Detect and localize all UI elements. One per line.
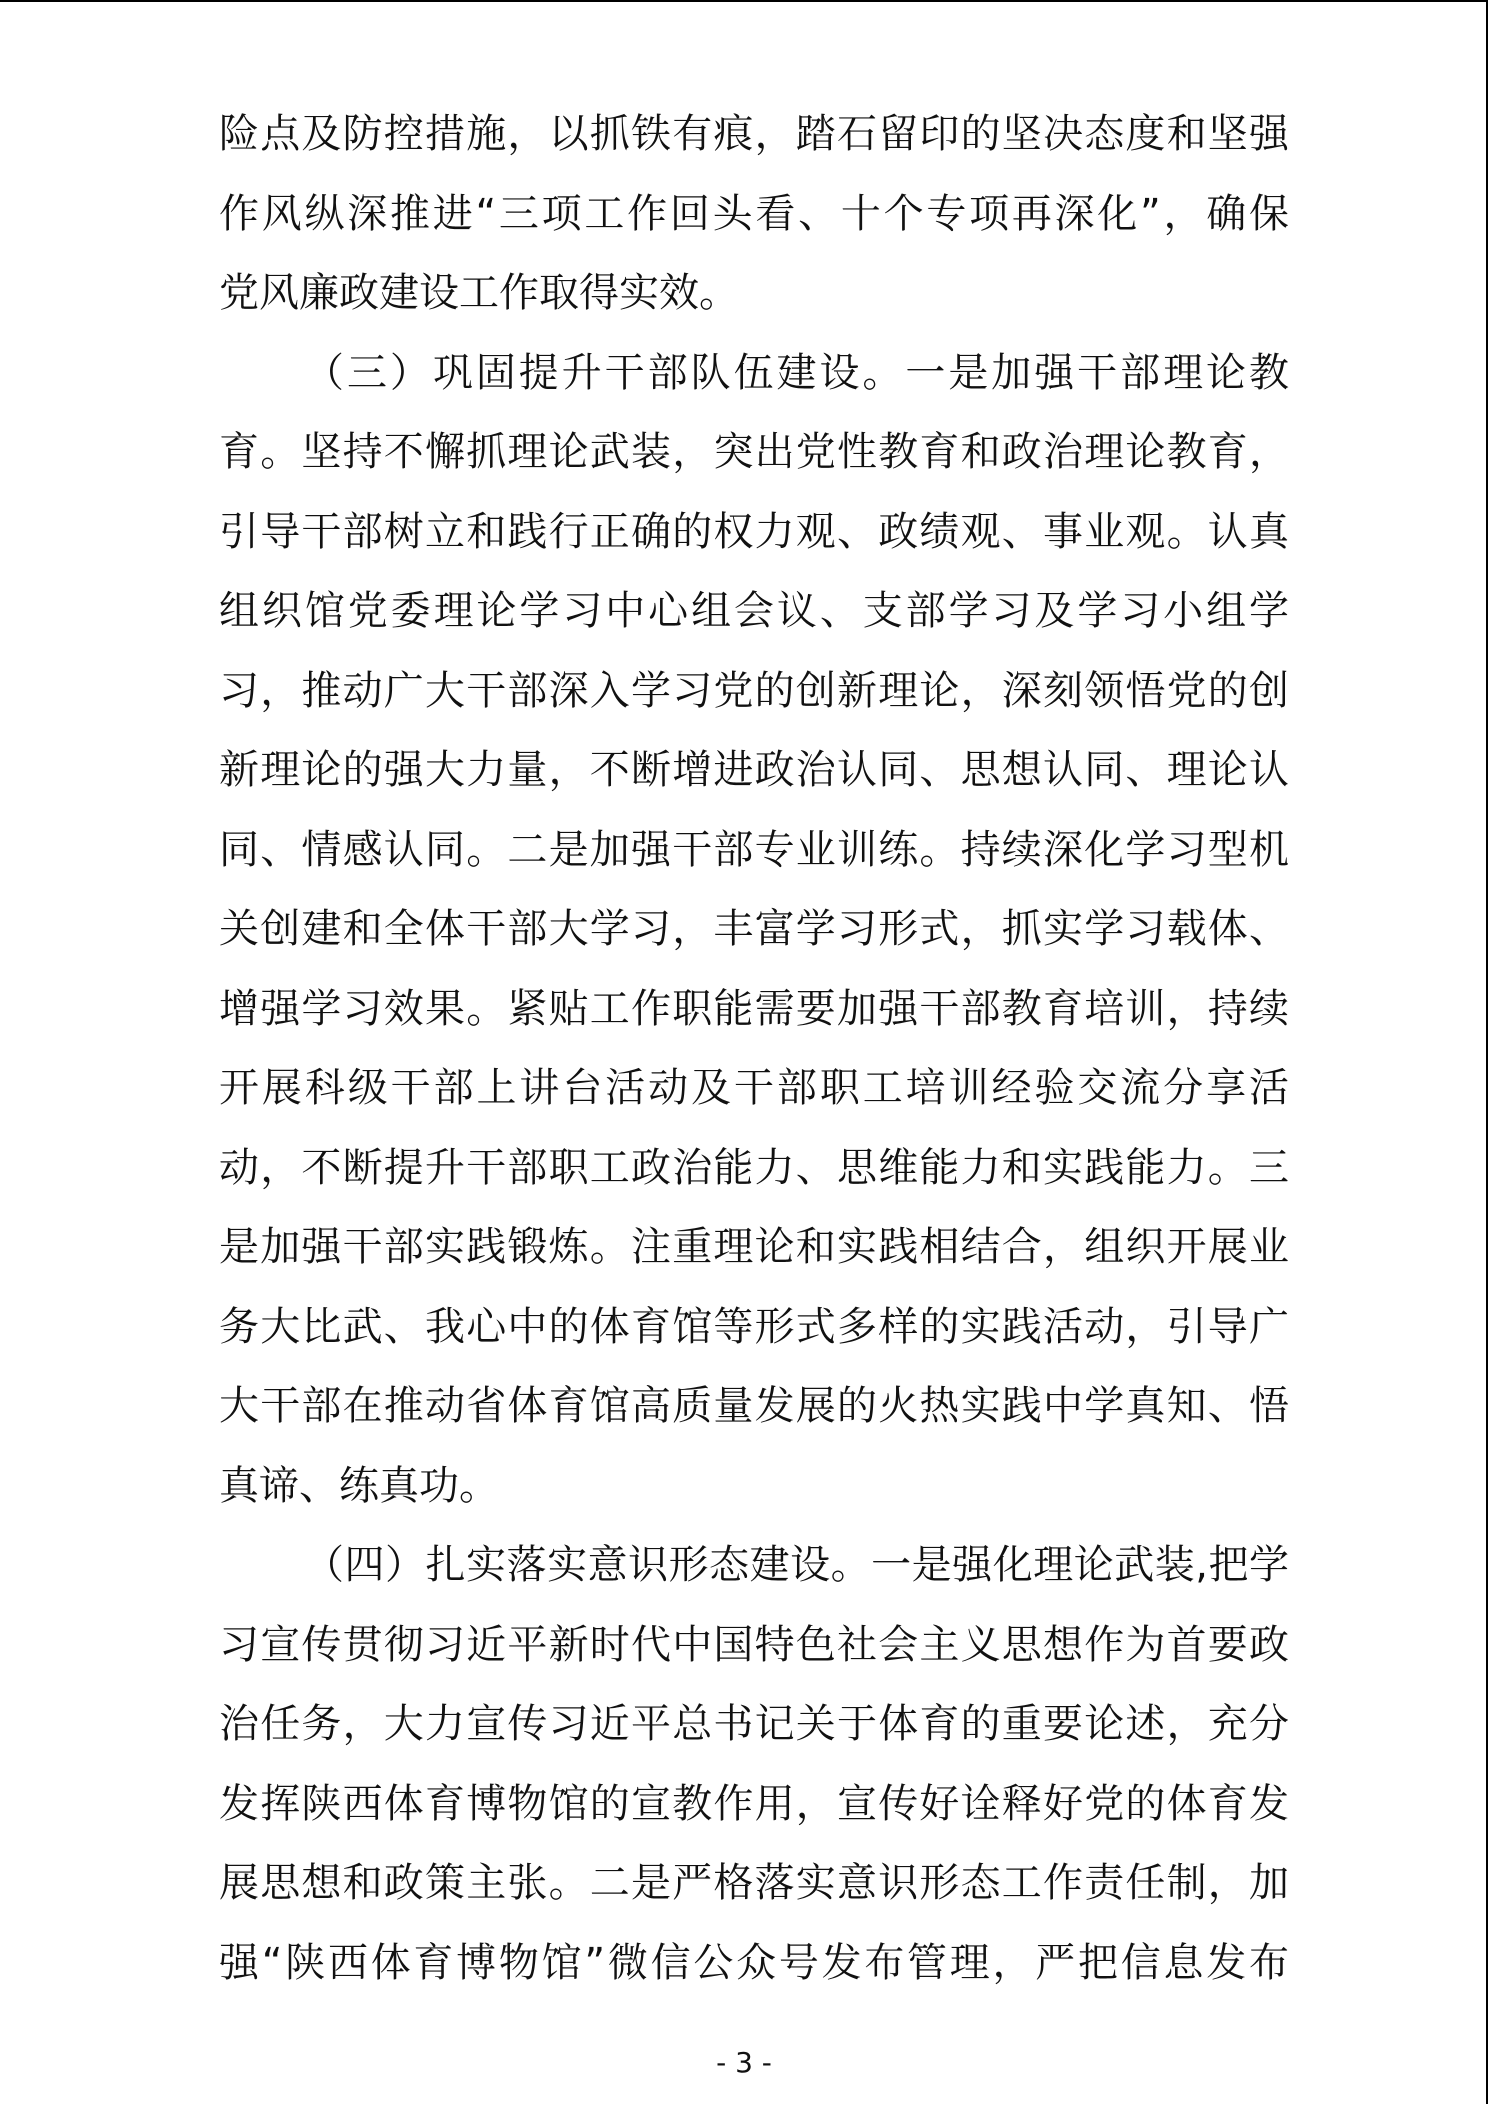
text-line: 险点及防控措施，以抓铁有痕，踏石留印的坚决态度和坚强 bbox=[219, 111, 1289, 157]
text-line: 习宣传贯彻习近平新时代中国特色社会主义思想作为首要政 bbox=[219, 1621, 1289, 1668]
text-line: 作风纵深推进“三项工作回头看、十个专项再深化”，确保 bbox=[219, 190, 1289, 237]
section-heading-line: （三）巩固提升干部队伍建设。一是加强干部理论教 bbox=[304, 349, 1289, 396]
page-border-top bbox=[0, 0, 1488, 2]
text-line: 同、情感认同。二是加强干部专业训练。持续深化学习型机 bbox=[219, 826, 1289, 873]
text-line: 增强学习效果。紧贴工作职能需要加强干部教育培训，持续 bbox=[219, 985, 1289, 1032]
text-line: 关创建和全体干部大学习，丰富学习形式，抓实学习载体、 bbox=[219, 906, 1289, 952]
section-heading-line: （四）扎实落实意识形态建设。一是强化理论武装,把学 bbox=[304, 1542, 1289, 1588]
text-line: 开展科级干部上讲台活动及干部职工培训经验交流分享活 bbox=[219, 1065, 1289, 1111]
page-number: - 3 - bbox=[716, 2046, 772, 2079]
text-line: 展思想和政策主张。二是严格落实意识形态工作责任制，加 bbox=[219, 1860, 1289, 1906]
text-line: 是加强干部实践锻炼。注重理论和实践相结合，组织开展业 bbox=[219, 1224, 1289, 1270]
text-line: 务大比武、我心中的体育馆等形式多样的实践活动，引导广 bbox=[219, 1303, 1289, 1350]
text-line: 引导干部树立和践行正确的权力观、政绩观、事业观。认真 bbox=[219, 508, 1289, 555]
text-line: 动，不断提升干部职工政治能力、思维能力和实践能力。三 bbox=[219, 1144, 1289, 1191]
text-line: 强“陕西体育博物馆”微信公众号发布管理，严把信息发布 bbox=[219, 1939, 1289, 1986]
document-body bbox=[219, 95, 1289, 2003]
text-line: 真谛、练真功。 bbox=[219, 1462, 499, 1509]
text-line: 新理论的强大力量，不断增进政治认同、思想认同、理论认 bbox=[219, 747, 1289, 793]
text-line: 治任务，大力宣传习近平总书记关于体育的重要论述，充分 bbox=[219, 1701, 1289, 1747]
text-line: 党风廉政建设工作取得实效。 bbox=[219, 270, 739, 316]
text-line: 大干部在推动省体育馆高质量发展的火热实践中学真知、悟 bbox=[219, 1383, 1289, 1429]
text-line: 育。坚持不懈抓理论武装，突出党性教育和政治理论教育， bbox=[219, 429, 1289, 475]
text-line: 习，推动广大干部深入学习党的创新理论，深刻领悟党的创 bbox=[219, 667, 1289, 714]
text-line: 组织馆党委理论学习中心组会议、支部学习及学习小组学 bbox=[219, 588, 1289, 634]
text-line: 发挥陕西体育博物馆的宣教作用，宣传好诠释好党的体育发 bbox=[219, 1780, 1289, 1827]
